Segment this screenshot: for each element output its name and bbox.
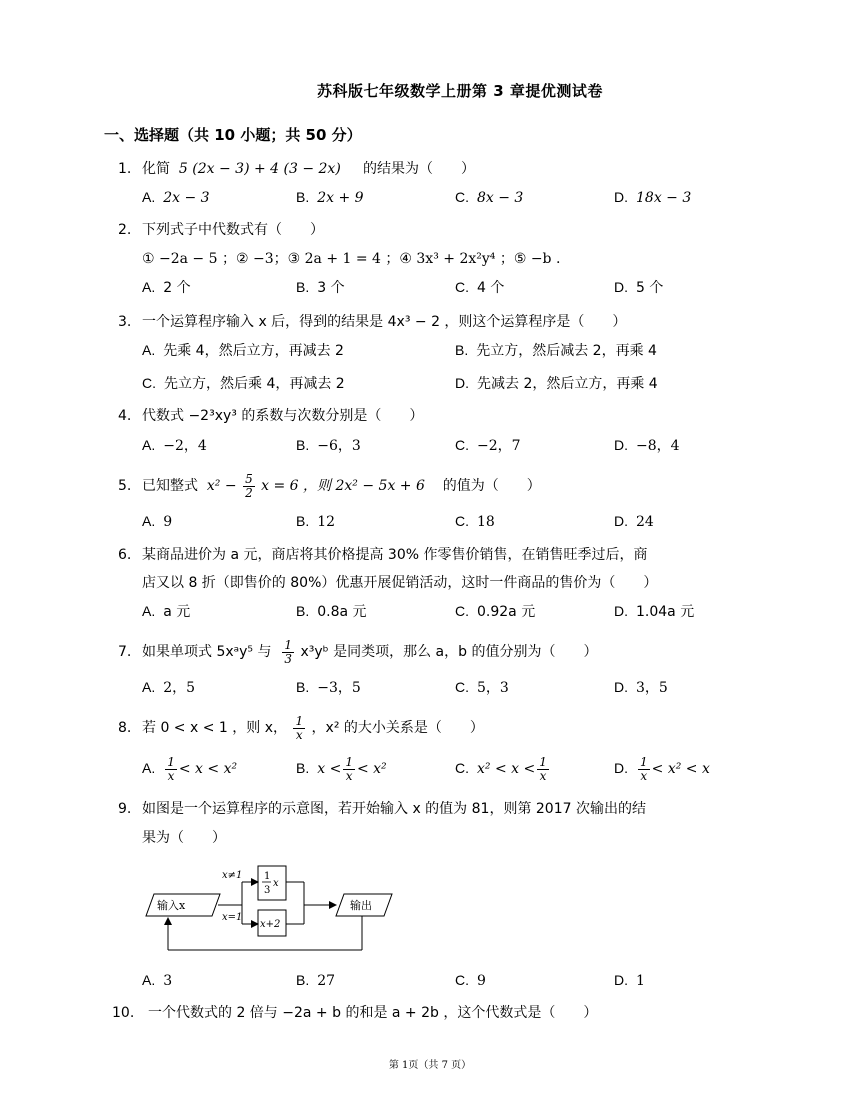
option-d[interactable]: D. 3，5 <box>614 679 668 696</box>
option-c[interactable]: C. −2，7 <box>455 437 521 454</box>
question-number: 7. <box>118 644 132 660</box>
option-a[interactable]: A. 9 <box>142 513 173 530</box>
option-c[interactable]: C. 8x − 3 <box>455 189 524 206</box>
option-c[interactable]: C. 先立方，然后乘 4，再减去 2 <box>142 375 345 392</box>
question-3-text: 一个运算程序输入 x 后，得到的结果是 4x³ − 2 ，则这个运算程序是（ ） <box>142 314 627 330</box>
output-label: 输出 <box>350 899 372 912</box>
question-10-text: 一个代数式的 2 倍与 −2a + b 的和是 a + 2b ，这个代数式是（ ） <box>148 1005 598 1021</box>
option-a[interactable]: A. 2，5 <box>142 679 196 696</box>
option-b[interactable]: B. 3 个 <box>296 279 345 296</box>
option-b[interactable]: B. 先立方，然后减去 2，再乘 4 <box>455 342 657 359</box>
option-b[interactable]: B. 2x + 9 <box>296 189 364 206</box>
question-2-text: 下列式子中代数式有（ ） <box>142 222 324 238</box>
option-c[interactable]: C. 9 <box>455 972 486 989</box>
option-d[interactable]: D. 18x − 3 <box>614 189 692 206</box>
option-d[interactable]: D. 24 <box>614 513 654 530</box>
option-d[interactable]: D. 5 个 <box>614 279 664 296</box>
question-1-text: 化简 5 (2x − 3) + 4 (3 − 2x) 的结果为（ ） <box>142 161 476 177</box>
question-number: 4. <box>118 408 132 424</box>
question-4-text: 代数式 −2³xy³ 的系数与次数分别是（ ） <box>142 408 424 424</box>
input-label: 输入x <box>157 899 186 912</box>
question-number: 2. <box>118 222 132 238</box>
option-c[interactable]: C. x² < x < $\frac{1}{x}$ <box>455 754 547 783</box>
svg-text:3: 3 <box>264 885 271 896</box>
option-d[interactable]: D. 先减去 2，然后立方，再乘 4 <box>455 375 658 392</box>
question-number: 8. <box>118 720 132 736</box>
option-a[interactable]: A. a 元 <box>142 603 191 620</box>
question-number: 1. <box>118 161 132 177</box>
program-flow-diagram <box>140 862 400 958</box>
option-c[interactable]: C. 5，3 <box>455 679 509 696</box>
option-b[interactable]: B. 12 <box>296 513 336 530</box>
option-a[interactable]: A. 2x − 3 <box>142 189 210 206</box>
fraction: $\frac{5}{2}$ <box>245 471 253 500</box>
page-footer: 第 1页（共 7 页） <box>388 1060 472 1071</box>
option-d[interactable]: D. $\frac{1}{x}$ < x² < x <box>614 754 710 783</box>
svg-text:1: 1 <box>264 871 271 882</box>
option-d[interactable]: D. 1 <box>614 972 645 989</box>
option-a[interactable]: A. −2，4 <box>142 437 207 454</box>
question-5-text: 已知整式 x² − $\frac{5}{2}$ x = 6 ，则 2x² − 5x + 6 的值为（ ） <box>142 471 541 500</box>
option-b[interactable]: B. −3，5 <box>296 679 361 696</box>
option-a[interactable]: A. $\frac{1}{x}$ < x < x² <box>142 754 238 783</box>
question-number: 5. <box>118 478 132 494</box>
condition-bottom: x=1 <box>222 912 243 923</box>
question-7-text: 如果单项式 5xᵃy⁵ 与 $\frac{1}{3}$ x³yᵇ 是同类项，那么 a，b 的值分别为（ ） <box>142 637 598 666</box>
question-9-line-1: 如图是一个运算程序的示意图，若开始输入 x 的值为 81，则第 2017 次输出的结 <box>142 801 646 817</box>
question-number: 6. <box>118 547 132 563</box>
svg-text:x+2: x+2 <box>260 919 281 930</box>
option-d[interactable]: D. −8，4 <box>614 437 680 454</box>
option-b[interactable]: B. 27 <box>296 972 336 989</box>
section-heading: 一、选择题（共 10 小题；共 50 分） <box>104 126 362 144</box>
option-d[interactable]: D. 1.04a 元 <box>614 603 695 620</box>
question-6-line-2: 店又以 8 折（即售价的 80%）优惠开展促销活动，这时一件商品的售价为（ ） <box>142 575 658 591</box>
question-9-line-2: 果为（ ） <box>142 830 226 846</box>
question-number: 3. <box>118 314 132 330</box>
svg-text:x: x <box>273 878 279 889</box>
option-b[interactable]: B. −6，3 <box>296 437 361 454</box>
option-b[interactable]: B. 0.8a 元 <box>296 603 367 620</box>
option-c[interactable]: C. 4 个 <box>455 279 505 296</box>
option-c[interactable]: C. 0.92a 元 <box>455 603 536 620</box>
option-c[interactable]: C. 18 <box>455 513 495 530</box>
option-a[interactable]: A. 3 <box>142 972 173 989</box>
question-2-items: ① −2a − 5 ；② −3；③ 2a + 1 = 4 ；④ 3x³ + 2x²y⁴ ；⑤ −b . <box>142 251 561 267</box>
option-b[interactable]: B. x < $\frac{1}{x}$ < x² <box>296 754 387 783</box>
option-a[interactable]: A. 先乘 4，然后立方，再减去 2 <box>142 342 344 359</box>
divide-box <box>258 866 286 900</box>
option-a[interactable]: A. 2 个 <box>142 279 191 296</box>
question-8-text: 若 0 < x < 1 ，则 x， $\frac{1}{x}$ ，x² 的大小关系是（ ） <box>142 713 484 742</box>
fraction: $\frac{1}{x}$ <box>295 713 304 742</box>
fraction: $\frac{1}{3}$ <box>284 637 293 666</box>
question-number: 9. <box>118 801 132 817</box>
condition-top: x≠1 <box>222 870 243 881</box>
question-number: 10. <box>112 1005 135 1021</box>
question-6-line-1: 某商品进价为 a 元，商店将其价格提高 30% 作零售价销售，在销售旺季过后，商 <box>142 547 648 563</box>
page-title: 苏科版七年级数学上册第 3 章提优测试卷 <box>317 82 603 100</box>
